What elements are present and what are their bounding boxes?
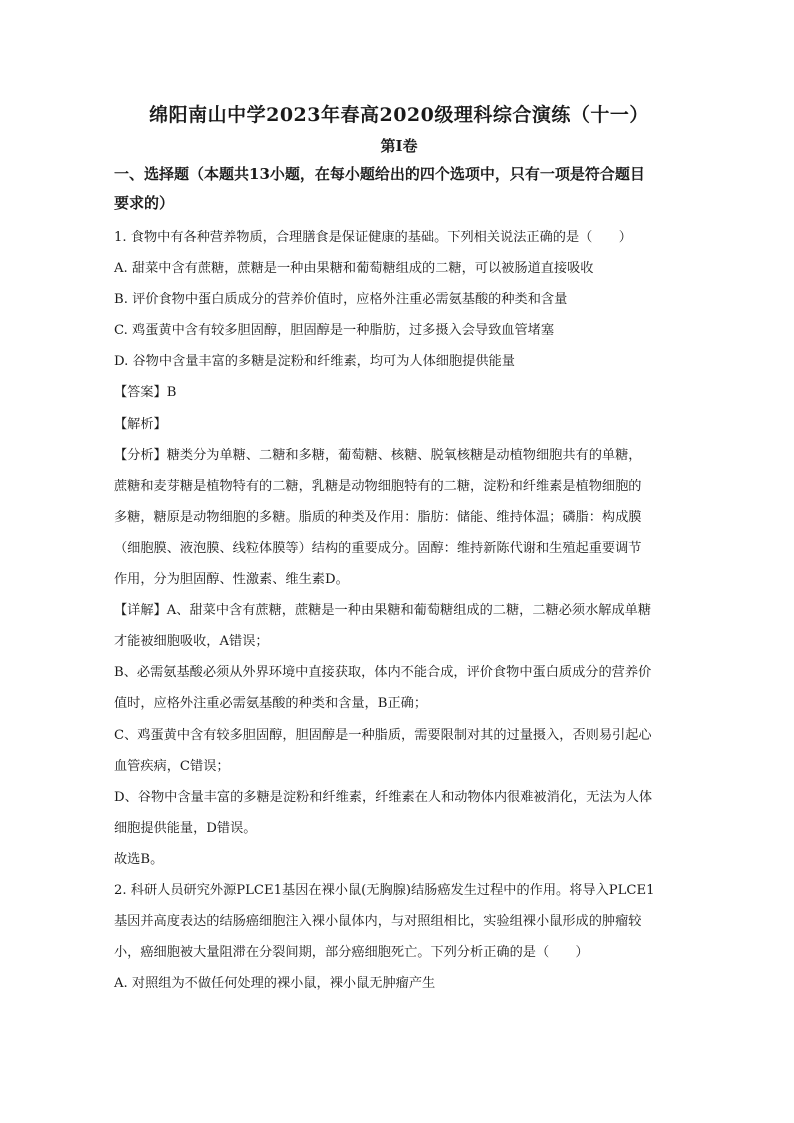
detail-block: [114, 595, 684, 875]
analysis-block: [114, 440, 684, 595]
option-c: C. 鸡蛋黄中含有较多胆固醇，胆固醇是一种脂肪，过多摄入会导致血管堵塞: [114, 323, 555, 339]
question-2: [114, 875, 684, 999]
page-title: 绵阳南山中学2023年春高2020级理科综合演练（十一）: [149, 104, 649, 126]
analysis-label: 【解析】: [114, 416, 167, 432]
detail-line: 【详解】A、甜菜中含有蔗糖，蔗糖是一种由果糖和葡萄糖组成的二糖，二糖必须水解成单糖: [114, 603, 652, 619]
option-a: A. 对照组为不做任何处理的裸小鼠，裸小鼠无肿瘤产生: [114, 976, 436, 992]
analysis-line: 多糖，糖原是动物细胞的多糖。脂质的种类及作用：脂肪：储能、维持体温；磷脂：构成膜: [114, 509, 642, 525]
question-stem-line: 基因并高度表达的结肠癌细胞注入裸小鼠体内，与对照组相比，实验组裸小鼠形成的肿瘤较: [114, 914, 642, 930]
question-stem-line: 2. 科研人员研究外源PLCE1基因在裸小鼠(无胸腺)结肠癌发生过程中的作用。将导入PLCE1: [114, 882, 655, 898]
option-a: A. 甜菜中含有蔗糖，蔗糖是一种由果糖和葡萄糖组成的二糖，可以被肠道直接吸收: [114, 261, 594, 277]
detail-line: 血管疾病，C错误；: [114, 758, 230, 774]
detail-line: C、鸡蛋黄中含有较多胆固醇，胆固醇是一种脂质，需要限制对其的过量摄入，否则易引起心: [114, 727, 652, 743]
analysis-line: （细胞膜、液泡膜、线粒体膜等）结构的重要成分。固醇：维持新陈代谢和生殖起重要调节: [114, 540, 642, 556]
section-heading-line: 一、选择题（本题共13小题，在每小题给出的四个选项中，只有一项是符合题目: [114, 165, 645, 183]
detail-line: D、谷物中含量丰富的多糖是淀粉和纤维素，纤维素在人和动物体内很难被消化，无法为人体: [114, 789, 653, 805]
question-1: [114, 222, 684, 875]
section-heading: [114, 160, 684, 218]
analysis-line: 作用，分为胆固醇、性激素、维生素D。: [114, 572, 349, 588]
analysis-line: 蔗糖和麦芽糖是植物特有的二糖，乳糖是动物细胞特有的二糖，淀粉和纤维素是植物细胞的: [114, 478, 642, 494]
answer-label: 【答案】B: [114, 385, 177, 401]
detail-line: 细胞提供能量，D错误。: [114, 820, 257, 836]
question-stem: 1. 食物中有各种营养物质，合理膳食是保证健康的基础。下列相关说法正确的是（ ）: [114, 230, 632, 245]
detail-line: 才能被细胞吸收，A错误；: [114, 634, 269, 650]
detail-line: 故选B。: [114, 851, 164, 867]
option-d: D. 谷物中含量丰富的多糖是淀粉和纤维素，均可为人体细胞提供能量: [114, 354, 515, 370]
question-stem-line: 小，癌细胞被大量阻滞在分裂间期，部分癌细胞死亡。下列分析正确的是（ ）: [114, 945, 589, 961]
detail-line: 值时，应格外注重必需氨基酸的种类和含量，B正确；: [114, 696, 428, 712]
section-heading-line: 要求的）: [114, 194, 175, 212]
paper-subtitle: 第I卷: [380, 137, 418, 155]
analysis-line: 【分析】糖类分为单糖、二糖和多糖，葡萄糖、核糖、脱氧核糖是动植物细胞共有的单糖，: [114, 447, 642, 463]
option-b: B. 评价食物中蛋白质成分的营养价值时，应格外注重必需氨基酸的种类和含量: [114, 292, 568, 308]
document-content: [114, 100, 684, 999]
detail-line: B、必需氨基酸必须从外界环境中直接获取，体内不能合成，评价食物中蛋白质成分的营养价: [114, 665, 652, 681]
